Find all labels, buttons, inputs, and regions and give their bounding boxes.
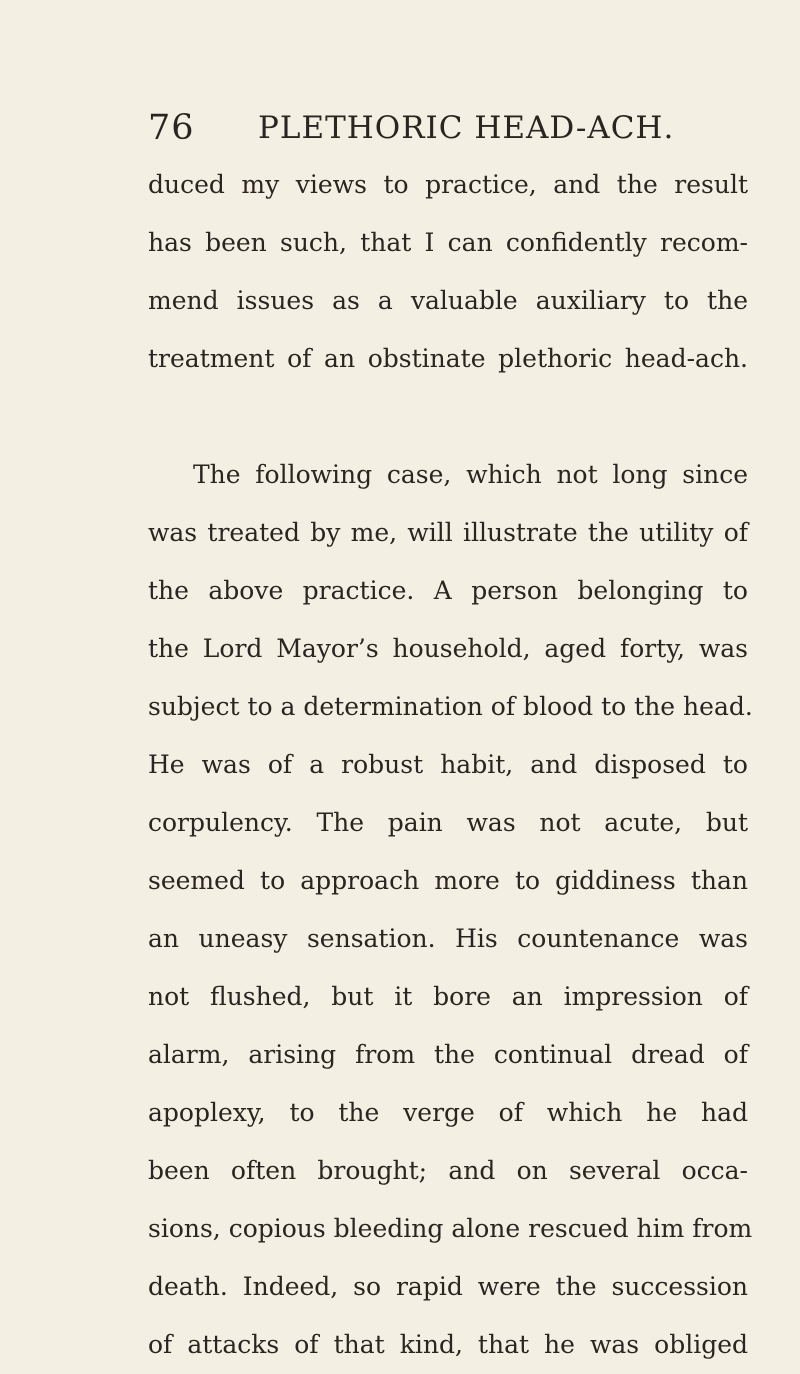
text-line: The following case, which not long since [193, 460, 748, 489]
text-line: the above practice. A person belonging to [148, 576, 748, 605]
text-line: of attacks of that kind, that he was obliged [148, 1330, 748, 1359]
text-line: duced my views to practice, and the result [148, 170, 748, 199]
text-line: been often brought; and on several occa- [148, 1156, 748, 1185]
text-line: seemed to approach more to giddiness than [148, 866, 748, 895]
body-text [148, 156, 753, 1374]
text-line: the Lord Mayor’s household, aged forty, was [148, 634, 748, 663]
text-line: subject to a determination of blood to the head. [148, 692, 753, 721]
text-line: not flushed, but it bore an impression of [148, 982, 748, 1011]
text-line: death. Indeed, so rapid were the succession [148, 1272, 748, 1301]
text-line: an uneasy sensation. His countenance was [148, 924, 748, 953]
text-line: treatment of an obstinate plethoric head-ach. [148, 344, 748, 373]
page-number: 76 [148, 108, 195, 148]
text-line: sions, copious bleeding alone rescued him from [148, 1214, 753, 1243]
text-line: apoplexy, to the verge of which he had [148, 1098, 748, 1127]
text-line: was treated by me, will illustrate the utility of [148, 518, 748, 547]
text-line: He was of a robust habit, and disposed to [148, 750, 748, 779]
text-line: alarm, arising from the continual dread of [148, 1040, 748, 1069]
text-line: has been such, that I can confidently recom- [148, 228, 748, 257]
text-line: corpulency. The pain was not acute, but [148, 808, 748, 837]
running-title: PLETHORIC HEAD-ACH. [258, 110, 675, 146]
text-line: mend issues as a valuable auxiliary to the [148, 286, 748, 315]
running-head [0, 108, 800, 156]
